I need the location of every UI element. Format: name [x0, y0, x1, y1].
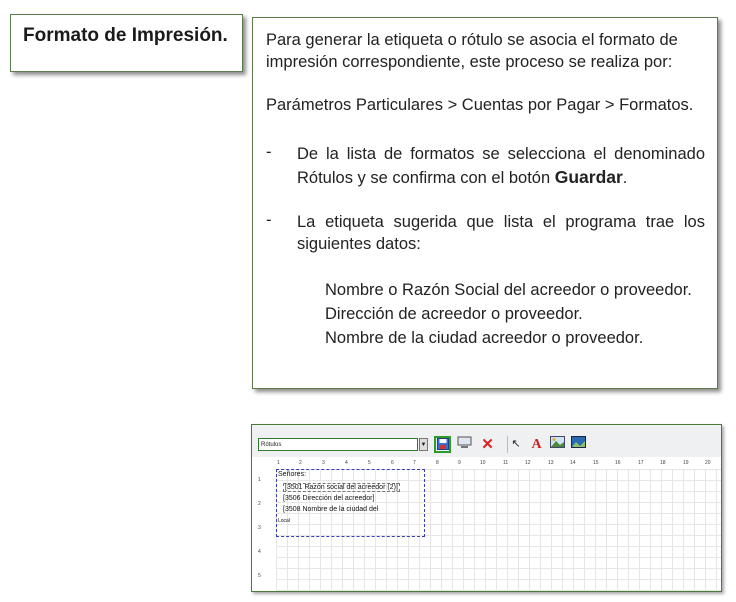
bullet-2-line-1: La etiqueta sugerida que lista el programa trae los — [297, 213, 705, 231]
bullet-1-line-1: De la lista de formatos se selecciona el denominado — [297, 145, 705, 163]
bullet-1-line-2: Rótulos y se confirma con el botón Guardar. — [297, 167, 628, 187]
delete-icon[interactable]: ✕ — [481, 436, 494, 453]
preview-icon[interactable] — [456, 436, 473, 453]
format-combo[interactable]: Rótulos — [258, 438, 418, 451]
bullet-dash: - — [266, 143, 272, 161]
picture-icon[interactable] — [570, 436, 587, 453]
section-title: Formato de Impresión. — [23, 25, 228, 46]
field-item-3: Nombre de la ciudad acreedor o proveedor. — [325, 329, 644, 347]
design-grid[interactable] — [276, 469, 721, 591]
label-field[interactable]: [3506 Dirección del acreedor] — [283, 495, 375, 502]
chevron-down-icon[interactable]: ▼ — [419, 438, 428, 451]
label-field[interactable]: Local — [278, 518, 290, 524]
format-editor-screenshot — [251, 424, 722, 592]
section-title-box — [10, 14, 243, 72]
label-field[interactable]: Señores: — [278, 471, 307, 478]
field-item-2: Dirección de acreedor o proveedor. — [325, 305, 583, 323]
bold-guardar: Guardar — [554, 167, 623, 187]
label-field[interactable]: [3508 Nombre de la ciudad del — [283, 506, 379, 513]
menu-path: Parámetros Particulares > Cuentas por Pagar > Formatos. — [266, 96, 694, 114]
text-icon[interactable]: A — [531, 437, 542, 452]
description-box — [252, 17, 718, 389]
horizontal-ruler: 1 2 3 4 5 6 7 8 9 10 11 12 13 14 15 16 17 18 19 20 — [252, 457, 721, 470]
pointer-icon[interactable]: ↖ — [507, 436, 524, 453]
intro-line-2: impresión correspondiente, este proceso se realiza por: — [266, 53, 673, 71]
label-area[interactable] — [276, 469, 425, 537]
field-item-1: Nombre o Razón Social del acreedor o proveedor. — [325, 281, 692, 299]
image-icon[interactable] — [549, 436, 566, 453]
save-icon[interactable] — [434, 436, 451, 453]
vertical-ruler: 1 2 3 4 5 — [252, 469, 277, 591]
bullet-2-line-2: siguientes datos: — [297, 235, 421, 253]
bullet-dash: - — [266, 211, 272, 229]
intro-line-1: Para generar la etiqueta o rótulo se asocia el formato de — [266, 31, 678, 49]
label-field[interactable]: [3501 Razón social del acreedor (2)] — [285, 484, 398, 491]
